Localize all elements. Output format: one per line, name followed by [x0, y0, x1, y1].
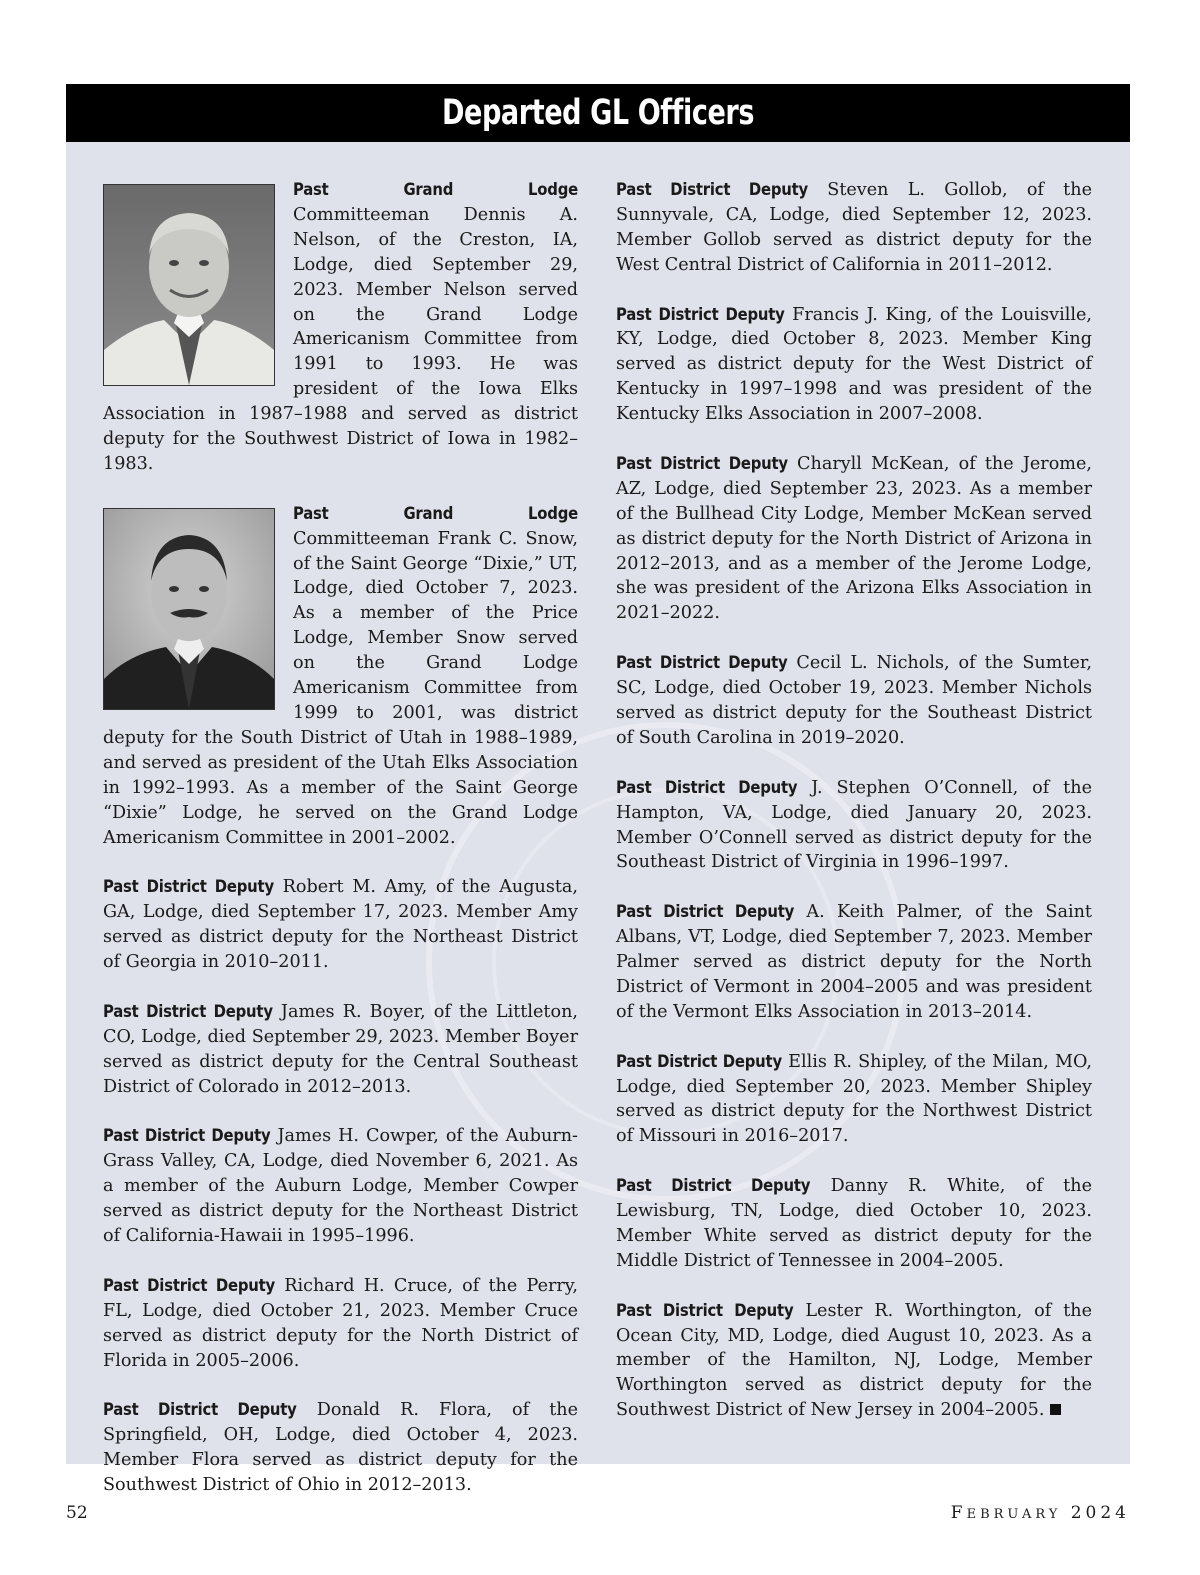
end-of-article-mark — [1050, 1404, 1061, 1415]
right-column — [616, 178, 1092, 1448]
portrait-photo-nelson — [103, 184, 275, 386]
entry-text: James H. Cowper, of the Auburn-Grass Valley, CA, Lodge, died November 6, 2021. As a member of the Auburn Lodge, Member Cowper served as district deputy for the Northeast District of California-Hawaii in 1995–1996. — [103, 1126, 578, 1246]
entry-text: Lester R. Worthington, of the Ocean City, MD, Lodge, died August 10, 2023. As a member of the Hamilton, NJ, Lodge, Member Worthington served as district deputy for the Southwest District of New Jersey in 2004–2005. — [616, 1300, 1093, 1421]
entry-text: Committeeman Dennis A. Nelson, of the Creston, IA, Lodge, died September 29, 2023. Member Nelson served on the Grand Lodge Americanism Committee from 1991 to 1993. He was president of the Iowa Elks Association in 1987–1988 and served as district deputy for the Southwest District of Iowa in 1982–1983. — [103, 204, 578, 474]
entry-lead: Past District Deputy — [616, 902, 795, 922]
entry-lead: Past District Deputy — [616, 1176, 811, 1196]
entry-lead: Past District Deputy — [616, 1051, 782, 1071]
entry-text: Richard H. Cruce, of the Perry, FL, Lodge, died October 21, 2023. Member Cruce served as district deputy for the North District of Florida in 2005–2006. — [103, 1275, 578, 1371]
entry-lead: Past District Deputy — [103, 877, 274, 897]
issue-year: 2024 — [1070, 1503, 1130, 1523]
entry-lead: Past District Deputy — [616, 304, 785, 324]
obituary-entry — [103, 1274, 578, 1374]
obituary-entry — [616, 452, 1092, 626]
entry-text: Ellis R. Shipley, of the Milan, MO, Lodge, died September 20, 2023. Member Shipley served as district deputy for the Northwest District of Missouri in 2016–2017. — [616, 1051, 1092, 1147]
entry-lead: Past District Deputy — [103, 1126, 271, 1146]
entry-lead: Past Grand Lodge — [293, 180, 578, 199]
section-banner — [66, 84, 1130, 142]
entry-lead: Past District Deputy — [103, 1001, 273, 1021]
entry-text: Robert M. Amy, of the Augusta, GA, Lodge, died September 17, 2023. Member Amy served as district deputy for the Northeast District of Georgia in 2010–2011. — [103, 877, 579, 973]
obituary-entry — [616, 776, 1092, 876]
entry-text: Charyll McKean, of the Jerome, AZ, Lodge, died September 23, 2023. As a member of the Bullhead City Lodge, Member McKean served as district deputy for the North District of Arizona in 2012–2013, and as a member of the Jerome Lodge, she was president of the Arizona Elks Association in 2021–2022. — [616, 453, 1092, 624]
entry-lead: Past District Deputy — [616, 453, 788, 473]
obituary-entry — [103, 1398, 578, 1498]
obituary-entry — [103, 1124, 578, 1249]
obituary-entry — [616, 900, 1092, 1025]
entry-lead: Past District Deputy — [616, 777, 798, 797]
entry-lead: Past District Deputy — [616, 653, 788, 673]
page-number: 52 — [66, 1503, 88, 1523]
obituary-entry — [103, 502, 578, 851]
entry-text: Steven L. Gollob, of the Sunnyvale, CA, Lodge, died September 12, 2023. Member Gollob served as district deputy for the West Central District of California in 2011–2012. — [616, 180, 1092, 275]
issue-month-rest: EBRUARY — [966, 1507, 1062, 1522]
obituary-entry — [616, 1174, 1092, 1274]
obituary-entry — [616, 178, 1092, 278]
obituary-entry — [616, 651, 1092, 751]
entry-lead: Past District Deputy — [616, 180, 809, 199]
entry-text: Danny R. White, of the Lewisburg, TN, Lodge, died October 10, 2023. Member White served as district deputy for the Middle District of Tennessee in 2004–2005. — [616, 1176, 1092, 1271]
entry-lead: Past District Deputy — [616, 1300, 794, 1320]
obituary-entry — [616, 1299, 1092, 1424]
page-title: Departed GL Officers — [441, 93, 755, 133]
entry-text: Committeeman Frank C. Snow, of the Saint George “Dixie,” UT, Lodge, died October 7, 2023. As a member of the Price Lodge, Member Snow served on the Grand Lodge Americanism Committee from 1999 to 2001, was district deputy for the South District of Utah in 1988–1989, and served as president of the Utah Elks Association in 1992–1993. As a member of the Saint George “Dixie” Lodge, he served on the Grand Lodge Americanism Committee in 2001–2002. — [103, 528, 578, 848]
entry-lead: Past District Deputy — [103, 1275, 276, 1295]
entry-text: A. Keith Palmer, of the Saint Albans, VT, Lodge, died September 7, 2023. Member Palmer served as district deputy for the North District of Vermont in 2004–2005 and was president of the Vermont Elks Association in 2013–2014. — [616, 902, 1093, 1022]
entry-text: Francis J. King, of the Louisville, KY, Lodge, died October 8, 2023. Member King served as district deputy for the West District of Kentucky in 1997–1998 and was president of the Kentucky Elks Association in 2007–2008. — [616, 304, 1092, 425]
obituary-entry — [103, 875, 578, 975]
entry-lead: Past District Deputy — [103, 1400, 297, 1420]
obituary-entry — [616, 303, 1092, 428]
entry-text: James R. Boyer, of the Littleton, CO, Lodge, died September 29, 2023. Member Boyer served as district deputy for the Central Southeast District of Colorado in 2012–2013. — [103, 1001, 578, 1097]
issue-month-initial: F — [950, 1503, 967, 1523]
entry-lead: Past Grand Lodge — [293, 503, 578, 523]
entry-text: J. Stephen O’Connell, of the Hampton, VA, Lodge, died January 20, 2023. Member O’Connell served as district deputy for the Southeast District of Virginia in 1996–1997. — [616, 777, 1092, 873]
issue-date — [951, 1503, 1130, 1523]
entry-text: Cecil L. Nichols, of the Sumter, SC, Lodge, died October 19, 2023. Member Nichols served as district deputy for the Southeast District of South Carolina in 2019–2020. — [616, 653, 1092, 748]
obituary-entry — [103, 178, 578, 477]
entry-text: Donald R. Flora, of the Springfield, OH, Lodge, died October 4, 2023. Member Flora served as district deputy for the Southwest District of Ohio in 2012–2013. — [103, 1400, 579, 1496]
portrait-photo-snow — [103, 508, 275, 710]
left-column — [103, 178, 578, 1523]
obituary-entry — [616, 1050, 1092, 1150]
obituary-entry — [103, 1000, 578, 1100]
